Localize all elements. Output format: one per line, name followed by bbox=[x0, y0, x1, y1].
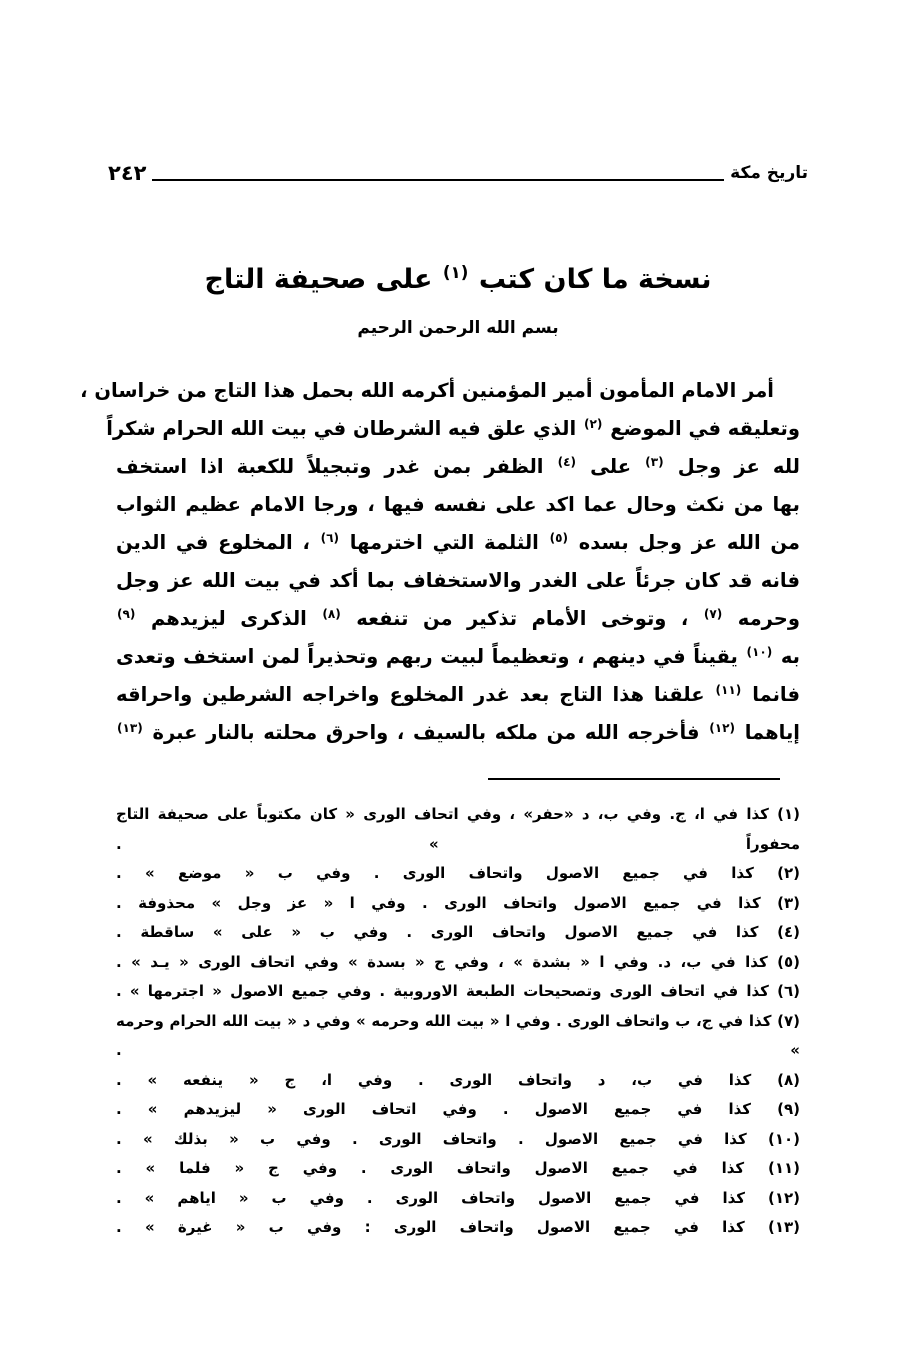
body-text-run: الذي علق فيه الشرطان في بيت الله الحرام شكراً bbox=[106, 417, 577, 440]
footnote-item bbox=[116, 1095, 800, 1125]
footnote-number: (٧) bbox=[777, 1011, 800, 1030]
footnote-text: كذا في جميع الاصول واتحاف الورى . وفي ب « موضع » . bbox=[116, 864, 754, 882]
running-head-rule bbox=[152, 179, 724, 181]
footnote-text: كذا في جميع الاصول واتحاف الورى . وفي ا « عز وجل » محذوفة . bbox=[116, 893, 761, 912]
footnote-item bbox=[116, 859, 800, 889]
footnote-number: (١١) bbox=[767, 1159, 800, 1177]
footnote-number: (١٢) bbox=[767, 1188, 800, 1207]
footnote-separator-rule bbox=[488, 778, 780, 780]
body-text bbox=[80, 372, 801, 752]
footnote-text: كذا في جميع الاصول واتحاف الورى . وفي ج « فلما » . bbox=[116, 1159, 745, 1177]
footnote-number: (١) bbox=[777, 805, 800, 823]
body-text-run: الظفر بمن غدر وتبجيلاً للكعبة اذا استخف bbox=[116, 455, 544, 478]
body-text-run: يقيناً في دينهم ، وتعظيماً لبيت ربهم وتحذيراً لمن استخف وتعدى bbox=[116, 645, 738, 668]
footnote-number: (١٠) bbox=[767, 1129, 800, 1148]
footnote-marker: (٨) bbox=[322, 606, 341, 621]
section-title-suffix: على صحيفة التاج bbox=[204, 264, 433, 296]
section-title-footnote-marker: (١) bbox=[442, 262, 469, 283]
body-text-run: به bbox=[780, 645, 801, 668]
body-text-run: ، وتوخى الأمام تذكير من تنفعه bbox=[356, 607, 689, 630]
footnote-marker: (١١) bbox=[715, 682, 742, 697]
section-title-prefix: نسخة ما كان كتب bbox=[478, 264, 712, 296]
footnote-text: كذا في جميع الاصول واتحاف الورى . وفي ب « اياهم » . bbox=[116, 1188, 745, 1207]
footnote-marker: (٢) bbox=[583, 416, 603, 431]
body-line bbox=[80, 372, 800, 410]
body-line bbox=[116, 676, 800, 714]
body-text-run: من الله عز وجل بسده bbox=[578, 531, 801, 554]
footnote-text: كذا في جميع الاصول . واتحاف الورى . وفي ب « بذلك » . bbox=[116, 1129, 747, 1148]
footnote-text: كذا في اتحاف الورى وتصحيحات الطبعة الاوروبية . وفي جميع الاصول « اجترمها » . bbox=[116, 982, 769, 1000]
body-line bbox=[116, 448, 800, 486]
footnote-text: كذا في جميع الاصول واتحاف الورى : وفي ب « غيرة » . bbox=[116, 1218, 745, 1236]
footnote-item bbox=[116, 800, 800, 859]
footnote-marker: (١٢) bbox=[709, 720, 736, 735]
body-text-run: ، المخلوع في الدين bbox=[116, 531, 310, 554]
footnote-item bbox=[116, 1125, 800, 1155]
body-text-run: على bbox=[590, 455, 632, 478]
body-text-run: أمر الامام المأمون أمير المؤمنين أكرمه الله بحمل هذا التاج من خراسان ، bbox=[80, 379, 774, 402]
section-title bbox=[0, 264, 916, 295]
footnote-item bbox=[116, 918, 800, 948]
body-text-run: الثلمة التي اخترمها bbox=[349, 531, 539, 554]
basmala-line: بسم الله الرحمن الرحيم bbox=[357, 318, 559, 338]
footnote-number: (٨) bbox=[777, 1070, 800, 1089]
footnote-marker: (٩) bbox=[117, 606, 136, 621]
footnote-number: (٦) bbox=[777, 982, 800, 1000]
footnote-item bbox=[116, 977, 800, 1007]
footnote-text: كذا في ب، د. وفي ا « بشدة » ، وفي ج « بسدة » وفي اتحاف الورى « يـد » . bbox=[116, 952, 768, 971]
footnote-number: (٤) bbox=[777, 923, 800, 941]
body-line bbox=[116, 600, 800, 638]
body-line bbox=[116, 524, 800, 562]
body-text-run: وتعليقه في الموضع bbox=[610, 417, 800, 440]
footnote-text: كذا في ج، ب واتحاف الورى . وفي ا « بيت الله وحرمه » وفي د « بيت الله الحرام وحرمه » . bbox=[116, 1011, 800, 1059]
body-line bbox=[116, 638, 800, 676]
body-text-run: الذكرى ليزيدهم bbox=[150, 607, 307, 630]
body-line bbox=[116, 714, 800, 752]
footnote-number: (٣) bbox=[777, 893, 800, 912]
footnote-item bbox=[116, 1154, 800, 1184]
footnote-marker: (٤) bbox=[557, 454, 576, 469]
footnote-item bbox=[116, 1066, 800, 1096]
footnote-marker: (١٠) bbox=[746, 644, 773, 659]
body-line bbox=[106, 410, 800, 448]
body-line bbox=[116, 562, 800, 600]
body-text-run: فأخرجه الله من ملكه بالسيف ، واحرق محلته بالنار عبرة bbox=[152, 721, 700, 744]
footnote-marker: (١٣) bbox=[117, 720, 143, 735]
footnote-marker: (٧) bbox=[703, 606, 723, 621]
footnote-number: (١٣) bbox=[767, 1218, 800, 1236]
footnote-text: كذا في جميع الاصول واتحاف الورى . وفي ب « على » ساقطة . bbox=[116, 923, 759, 941]
footnote-item bbox=[116, 1007, 800, 1066]
footnote-number: (٥) bbox=[777, 952, 800, 971]
body-text-run: بها من نكث وحال عما اكد على نفسه فيها ، ورجا الامام عظيم الثواب bbox=[116, 493, 800, 516]
footnote-item bbox=[116, 889, 800, 919]
footnote-item bbox=[116, 1184, 800, 1214]
running-head-title: تاريخ مكة bbox=[730, 163, 808, 183]
body-text-run: إياهما bbox=[744, 721, 800, 744]
body-text-run: فانه قد كان جرئاً على الغدر والاستخفاف بما أكد في بيت الله عز وجل bbox=[116, 569, 800, 592]
footnote-text: كذا في ا، ج. وفي ب، د «حفر» ، وفي اتحاف الورى « كان مكتوباً على صحيفة التاج محفوراً » . bbox=[116, 805, 800, 853]
footnote-number: (٢) bbox=[777, 864, 800, 882]
footnote-marker: (٥) bbox=[549, 530, 568, 545]
footnote-text: كذا في ب، د واتحاف الورى . وفي ا، ج « ينفعه » . bbox=[116, 1070, 752, 1089]
body-text-run: وحرمه bbox=[737, 607, 800, 630]
footnote-number: (٩) bbox=[777, 1100, 800, 1118]
page-folio-number: ٢٤٢ bbox=[108, 160, 147, 185]
footnote-list bbox=[116, 800, 800, 1243]
body-text-run: لله عز وجل bbox=[677, 455, 800, 478]
footnote-text: كذا في جميع الاصول . وفي اتحاف الورى « ليزيدهم » . bbox=[116, 1100, 752, 1118]
running-head bbox=[108, 158, 808, 192]
body-text-run: فانما bbox=[752, 683, 801, 706]
footnote-item bbox=[116, 1213, 800, 1243]
footnote-item bbox=[116, 948, 800, 978]
footnote-marker: (٦) bbox=[320, 530, 340, 545]
body-line bbox=[116, 486, 800, 524]
footnote-marker: (٣) bbox=[645, 454, 664, 469]
body-text-run: علقنا هذا التاج بعد غدر المخلوع واخراجه الشرطين واحراقه bbox=[116, 683, 705, 706]
